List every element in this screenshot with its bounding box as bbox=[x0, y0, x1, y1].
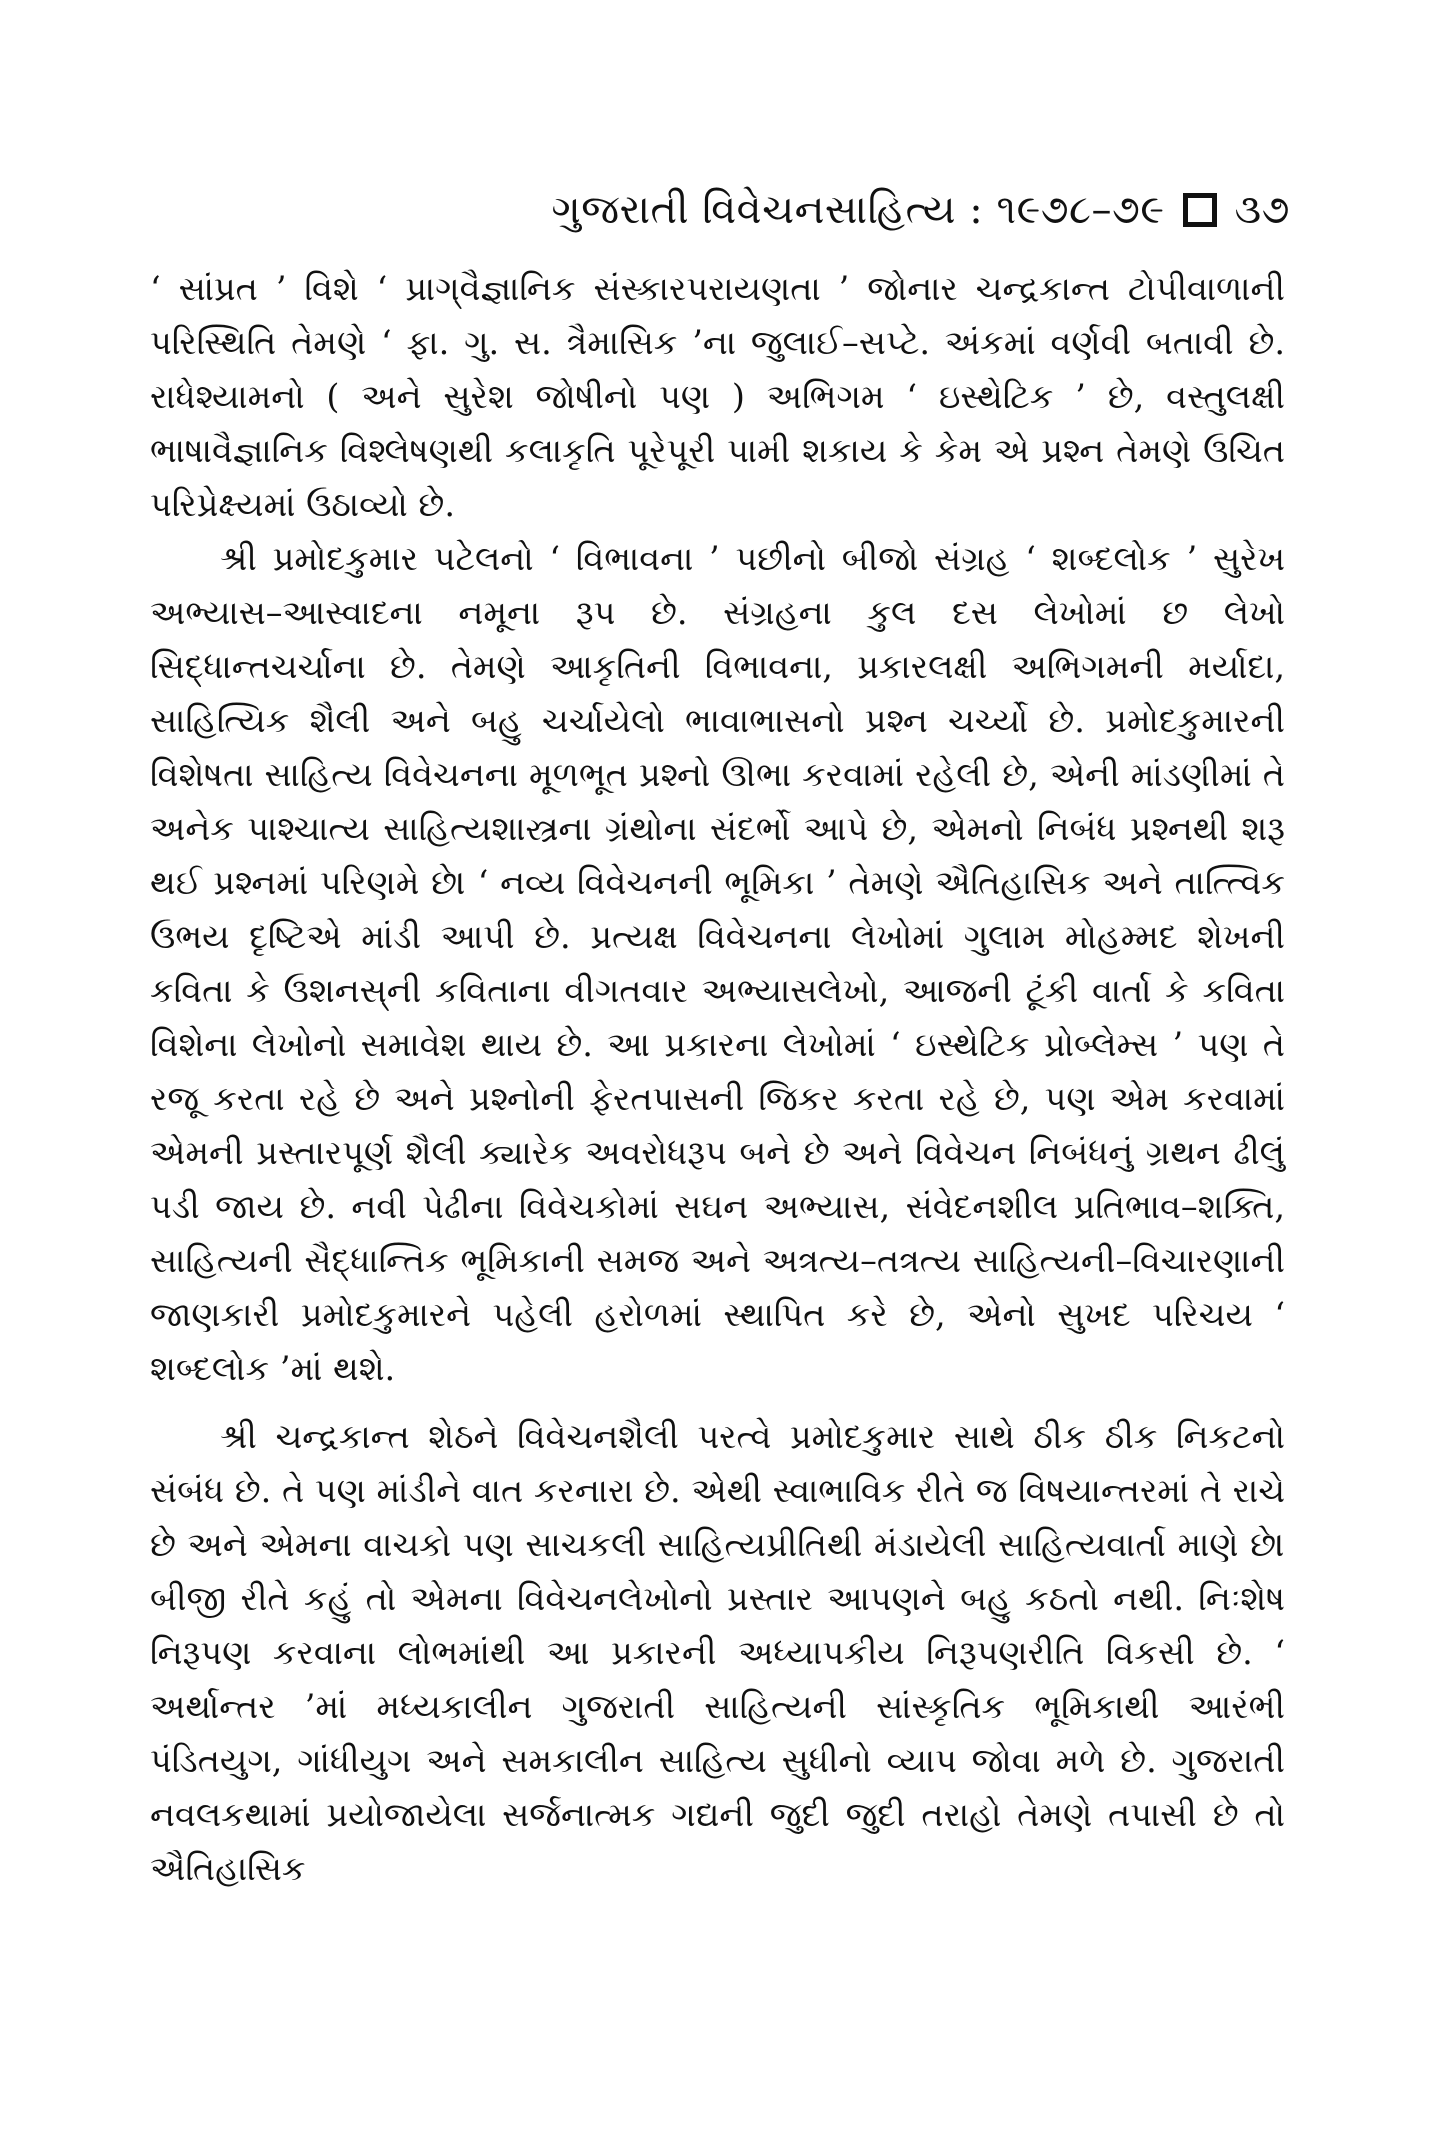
running-header bbox=[490, 180, 1290, 240]
page-number: ૩૭ bbox=[1234, 187, 1290, 233]
paragraph-2: શ્રી પ્રમોદકુમાર પટેલનો ‘ વિભાવના ’ પછીનો બીજો સંગ્રહ ‘ શબ્દલોક ’ સુરેખ અભ્યાસ–આસ્વાદના નમૂના રૂપ છે. સંગ્રહના કુલ દસ લેખોમાં છ લેખો સિદ્ધાન્તચર્ચાના છે. તેમણે આકૃતિની વિભાવના, પ્રકારલક્ષી અભિગમની મર્યાદા, સાહિત્યિક શૈલી અને બહુ ચર્ચાયેલો ભાવાભાસનો પ્રશ્ન ચર્ચ્યો છે. પ્રમોદકુમારની વિશેષતા સાહિત્ય વિવેચનના મૂળભૂત પ્રશ્નો ઊભા કરવામાં રહેલી છે, એની માંડણીમાં તે અનેક પાશ્ચાત્ય સાહિત્યશાસ્ત્રના ગ્રંથોના સંદર્ભો આપે છે, એમનો નિબંધ પ્રશ્નથી શરૂ થઈ પ્રશ્નમાં પરિણમે છે। ‘ નવ્ય વિવેચનની ભૂમિકા ’ તેમણે ઐતિહાસિક અને તાત્ત્વિક ઉભય દૃષ્ટિએ માંડી આપી છે. પ્રત્યક્ષ વિવેચનના લેખોમાં ગુલામ મોહમ્મદ શેખની કવિતા કે ઉશનસ્‌ની કવિતાના વીગતવાર અભ્યાસલેખો, આજની ટૂંકી વાર્તા કે કવિતા વિશેના લેખોનો સમાવેશ થાય છે. આ પ્રકારના લેખોમાં ‘ ઇસ્થેટિક પ્રોબ્લેમ્સ ’ પણ તે રજૂ કરતા રહે છે અને પ્રશ્નોની ફેરતપાસની જિકર કરતા રહે છે, પણ એમ કરવામાં એમની પ્રસ્તારપૂર્ણ શૈલી ક્યારેક અવરોધરૂપ બને છે અને વિવેચન નિબંધનું ગ્રથન ઢીલું પડી જાય છે. નવી પેઢીના વિવેચકોમાં સઘન અભ્યાસ, સંવેદનશીલ પ્રતિભાવ–શક્તિ, સાહિત્યની સૈદ્ધાન્તિક ભૂમિકાની સમજ અને અત્રત્ય–તત્રત્ય સાહિત્યની–વિચારણાની જાણકારી પ્રમોદકુમારને પહેલી હરોળમાં સ્થાપિત કરે છે, એનો સુખદ પરિચય ‘ શબ્દલોક ’માં થશે. bbox=[150, 539, 1285, 1388]
paragraph-1: ‘ સાંપ્રત ’ વિશે ‘ પ્રાગ્‌વૈજ્ઞાનિક સંસ્કારપરાયણતા ’ જોનાર ચન્દ્રકાન્ત ટોપીવાળાની પરિસ્થિતિ તેમણે ‘ ફા. ગુ. સ. ત્રૈમાસિક ’ના જુલાઈ–સપ્ટે. અંકમાં વર્ણવી બતાવી છે. રાધેશ્યામનો ( અને સુરેશ જોષીનો પણ ) અભિગમ ‘ ઇસ્થેટિક ’ છે, વસ્તુલક્ષી ભાષાવૈજ્ઞાનિક વિશ્લેષણથી કલાકૃતિ પૂરેપૂરી પામી શકાય કે કેમ એ પ્રશ્ન તેમણે ઉચિત પરિપ્રેક્ષ્યમાં ઉઠાવ્યો છે. bbox=[150, 269, 1285, 524]
body-text bbox=[150, 262, 1285, 1896]
paragraph-3: શ્રી ચન્દ્રકાન્ત શેઠને વિવેચનશૈલી પરત્વે પ્રમોદકુમાર સાથે ઠીક ઠીક નિકટનો સંબંધ છે. તે પણ માંડીને વાત કરનારા છે. એથી સ્વાભાવિક રીતે જ વિષયાન્તરમાં તે રાચે છે અને એમના વાચકો પણ સાચકલી સાહિત્યપ્રીતિથી મંડાયેલી સાહિત્યવાર્તા માણે છે। બીજી રીતે કહું તો એમના વિવેચનલેખોનો પ્રસ્તાર આપણને બહુ કઠતો નથી. નિઃશેષ નિરૂપણ કરવાના લોભમાંથી આ પ્રકારની અધ્યાપકીય નિરૂપણરીતિ વિકસી છે. ‘ અર્થાન્તર ’માં મધ્યકાલીન ગુજરાતી સાહિત્યની સાંસ્કૃતિક ભૂમિકાથી આરંભી પંડિતયુગ, ગાંધીયુગ અને સમકાલીન સાહિત્ય સુધીનો વ્યાપ જોવા મળે છે. ગુજરાતી નવલકથામાં પ્રયોજાયેલા સર્જનાત્મક ગદ્યની જુદી જુદી તરાહો તેમણે તપાસી છે તો ઐતિહાસિક bbox=[150, 1417, 1285, 1888]
square-outline-icon bbox=[1183, 193, 1217, 227]
running-title: ગુજરાતી વિવેચનસાહિત્ય : ૧૯૭૮–૭૯ bbox=[551, 187, 1165, 233]
